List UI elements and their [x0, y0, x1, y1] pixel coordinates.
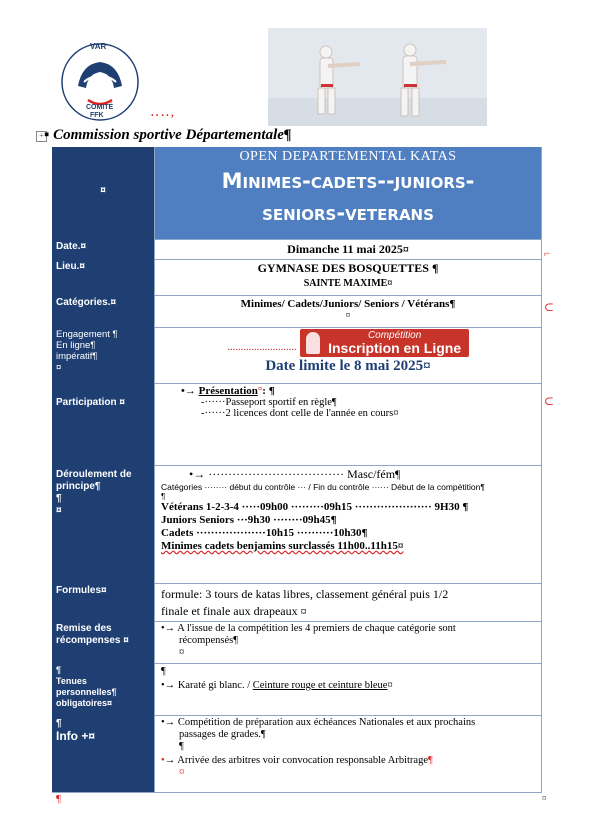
logo-bottom-text-1: COMITÉ [86, 104, 114, 111]
end-pilcrow: ¶ [56, 793, 61, 805]
engagement-label: Engagement ¶ En ligne¶ impératif¶ ¤ [52, 327, 154, 383]
header-title-cell [154, 147, 542, 239]
engagement-row: Engagement ¶ En ligne¶ impératif¶ ¤ ·························· Compétition Inscription en Ligne Date limite le 8 mai 2025¤ [52, 327, 542, 384]
date-value: Dimanche 11 mai 2025¤ [154, 239, 542, 259]
red-marks: ‥‥, [150, 105, 176, 120]
deroulement-label: Déroulement de principe¶ ¶ ¤ [52, 465, 154, 583]
schedule-columns: Catégories ········ début du contrôle ··· / Fin du contrôle ······ Début de la compétition¶ [161, 482, 485, 492]
tenues-row: ¶ Tenues personnelles¶ obligatoires¤ ¶ •→ Karaté gi blanc. / Ceinture rouge et ceinture bleue¤ [52, 663, 542, 716]
header-line-1: OPEN DEPARTEMENTAL KATAS [239, 149, 457, 164]
formules-label: Formules¤ [52, 583, 154, 621]
lieu-city: SAINTE MAXIME¤ [303, 278, 393, 289]
date-label: Date.¤ [52, 239, 154, 259]
header-line-2: Minimes-cadets--juniors- [221, 169, 475, 193]
schedule-juniors-seniors: Juniors Seniors ···9h30 ········09h45¶ [161, 514, 337, 526]
margin-mark: ⌐ [544, 246, 551, 260]
margin-mark: ⊂ [544, 300, 555, 314]
presentation-title: Présentation [198, 385, 258, 397]
end-mark: ¤ [542, 793, 547, 803]
participation-item-2: -······2 licences dont celle de l'année en cours¤ [201, 408, 399, 419]
header-line-3: seniors-veterans [262, 201, 434, 225]
categories-label: Catégories.¤ [52, 295, 154, 327]
tenues-label: ¶ Tenues personnelles¶ obligatoires¤ [52, 663, 154, 715]
karate-figure-icon [306, 332, 320, 354]
info-row: ¶ Info +¤ •→ Compétition de préparation aux échéances Nationales et aux prochains passages de grades.¶ ¶ •→ Arrivée des arbitres voir convocation responsable Arbitrage¶ ¤ [52, 715, 542, 793]
lieu-venue: GYMNASE DES BOSQUETTES ¶ [257, 261, 439, 275]
table-anchor-icon[interactable]: + [36, 131, 47, 142]
schedule-cadets: Cadets ···················10h15 ··········10h30¶ [161, 527, 368, 539]
formules-line-1: formule: 3 tours de katas libres, classement général puis 1/2 [161, 587, 449, 601]
categories-value: Minimes/ Cadets/Juniors/ Seniors / Vétérans¶ [240, 298, 456, 310]
header-row: ¤ OPEN DEPARTEMENTAL KATAS Minimes-cadets--juniors- seniors-veterans [52, 147, 542, 240]
remise-row: Remise des récompenses ¤ •→ A l'issue de la compétition les 4 premiers de chaque catégorie sont récompensés¶ ¤ [52, 621, 542, 664]
info-line-1: Compétition de préparation aux échéances Nationales et aux prochains [177, 717, 476, 728]
lieu-label: Lieu.¤ [52, 259, 154, 295]
registration-deadline: Date limite le 8 mai 2025¤ [265, 358, 431, 374]
categories-row: Catégories.¤ Minimes/ Cadets/Juniors/ Seniors / Vétérans¶ ¤ [52, 295, 542, 328]
karate-photo [268, 28, 487, 126]
participation-row: Participation ¤ •→ Présentation°: ¶ -······Passeport sportif en règle¶ -······2 licences dont celle de l'année en cours¤ [52, 383, 542, 466]
remise-label: Remise des récompenses ¤ [52, 621, 154, 663]
formules-line-2: finale et finale aux drapeaux ¤ [161, 604, 307, 618]
remise-line-2: récompensés¶ [179, 635, 238, 646]
participation-item-1: -······Passeport sportif en règle¶ [201, 397, 337, 408]
logo-top-text: VAR [90, 42, 107, 51]
deroulement-row: Déroulement de principe¶ ¶ ¤ •→ ·································· Masc/fém¶ Catégories ········ début du contrôle ··· / Fin du contrôle ······ Début de la compétition¶ ¶ Vétérans 1-2-3-4 ·····09h00 ·········09h15 ····················· 9H30 ¶ Juniors Seniors ···9h30 ········09h45¶ Cadets ···················10h15 ··········10h30¶ Minimes cadets benjamins surclassés 11h00..11h15¤ [52, 465, 542, 584]
info-table [52, 147, 542, 792]
schedule-veterans: Vétérans 1-2-3-4 ·····09h00 ·········09h15 ····················· 9H30 ¶ [161, 501, 469, 513]
date-row [52, 239, 542, 260]
logo-bottom-text-2: FFK [90, 112, 104, 119]
participation-label: Participation ¤ [52, 383, 154, 465]
commission-title: ▪ Commission sportive Départementale¶ [44, 127, 292, 143]
inscription-en-ligne-link[interactable]: Compétition Inscription en Ligne [300, 329, 469, 357]
info-line-4: Arrivée des arbitres voir convocation responsable Arbitrage [177, 755, 428, 766]
schedule-minimes: Minimes cadets benjamins surclassés 11h00..11h15¤ [161, 540, 404, 552]
formules-row [52, 583, 542, 622]
tenues-line: •→ Karaté gi blanc. / Ceinture rouge et ceinture bleue¤ [161, 680, 393, 691]
margin-mark: ⊂ [544, 394, 555, 408]
masc-fem: Masc/fém¶ [347, 467, 401, 481]
info-line-2: passages de grades.¶ [179, 729, 266, 740]
remise-line-1: A l'issue de la compétition les 4 premiers de chaque catégorie sont [177, 623, 456, 634]
info-label: ¶ Info +¤ [52, 715, 154, 792]
lieu-row [52, 259, 542, 296]
